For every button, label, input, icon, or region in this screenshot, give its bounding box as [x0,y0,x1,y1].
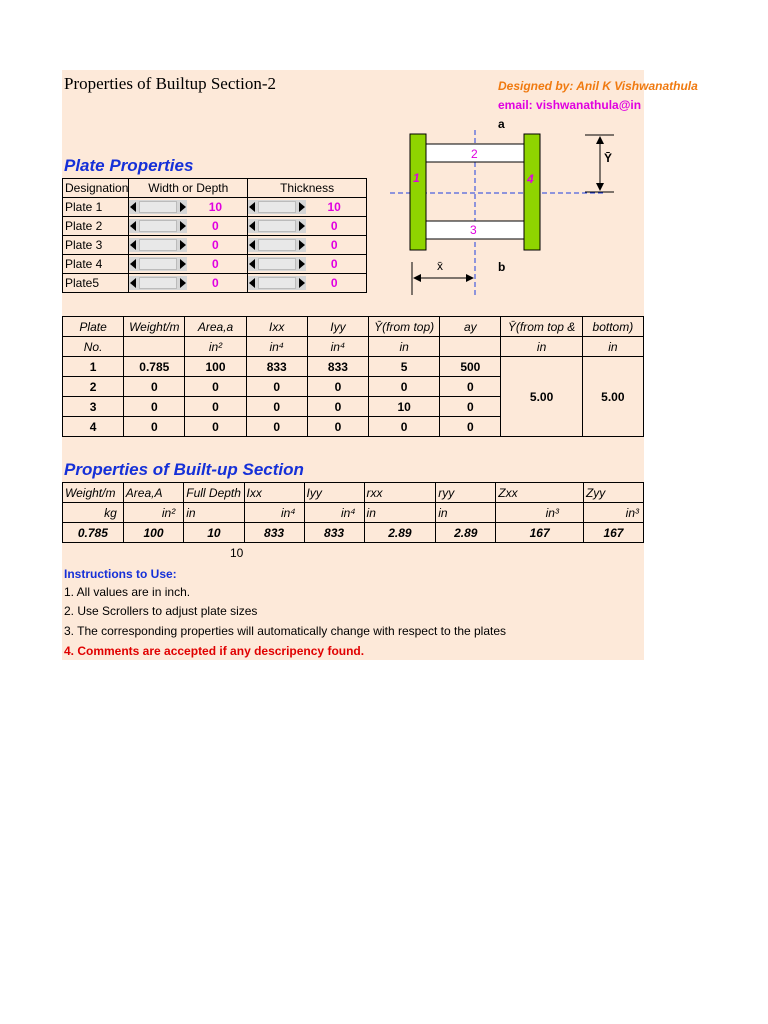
scroll-left-icon[interactable] [249,259,255,269]
col-thickness: Thickness [248,179,367,198]
instruction-item: 3. The corresponding properties will automatically change with respect to the plates [64,624,507,638]
plate-label-1: 1 [413,171,420,185]
table-row: 2 0 0 0 0 0 0 [63,377,644,397]
designer-email: email: vishwanathula@in [498,98,642,112]
depth-note-value: 10 [230,546,244,560]
designer-credit: Designed by: Anil K Vishwanathula [498,79,698,93]
plate-row: Plate 1 10 10 [63,198,367,217]
instructions-title: Instructions to Use: [64,567,177,581]
builtup-values-row: 0.785 100 10 833 833 2.89 2.89 167 167 [63,523,644,543]
builtup-table: Weight/m Area,A Full Depth Ixx Iyy rxx ryy Zxx Zyy kg in² in in⁴ in⁴ in in in³ in³ 0.785 100 10 833 833 2.89 2.89 167 167 [62,482,644,543]
scroll-left-icon[interactable] [130,278,136,288]
table-row: 4 0 0 0 0 0 0 [63,417,644,437]
scroll-left-icon[interactable] [249,240,255,250]
width-scroller[interactable] [129,257,187,271]
scroll-left-icon[interactable] [249,202,255,212]
scroll-right-icon[interactable] [299,259,305,269]
scroll-right-icon[interactable] [180,202,186,212]
plate-label-3: 3 [470,223,477,237]
width-scroller[interactable] [129,219,187,233]
scroll-left-icon[interactable] [249,221,255,231]
scroll-left-icon[interactable] [249,278,255,288]
label-ybar: Ȳ [604,151,613,165]
plate-row: Plate 3 0 0 [63,236,367,255]
scroll-right-icon[interactable] [180,259,186,269]
scroll-right-icon[interactable] [299,278,305,288]
scroll-right-icon[interactable] [299,202,305,212]
plate-properties-table [62,178,367,293]
plate-row: Plate 4 0 0 [63,255,367,274]
table-row: 1 0.785 100 833 833 5 500 5.00 5.00 [63,357,644,377]
section-diagram [380,110,630,300]
width-scroller[interactable] [129,200,187,214]
plate-properties-heading: Plate Properties [64,156,194,175]
table-row: 3 0 0 0 0 10 0 [63,397,644,417]
plate-label-2: 2 [471,147,478,161]
thickness-scroller[interactable] [248,238,306,252]
ybar-top-value: 5.00 [501,357,582,437]
scroll-right-icon[interactable] [180,278,186,288]
instruction-item: 2. Use Scrollers to adjust plate sizes [64,604,258,618]
thickness-scroller[interactable] [248,200,306,214]
page-title: Properties of Builtup Section-2 [64,74,277,93]
ybar-bottom-value: 5.00 [582,357,643,437]
builtup-heading: Properties of Built-up Section [64,460,304,479]
width-scroller[interactable] [129,238,187,252]
col-width: Width or Depth [129,179,248,198]
thickness-scroller[interactable] [248,276,306,290]
thickness-scroller[interactable] [248,219,306,233]
plate-row: Plate5 0 0 [63,274,367,293]
scroll-left-icon[interactable] [130,240,136,250]
width-scroller[interactable] [129,276,187,290]
label-xbar: x̄ [437,259,443,273]
scroll-left-icon[interactable] [130,221,136,231]
label-b: b [498,260,506,274]
instruction-item: 4. Comments are accepted if any descripency found. [64,644,365,658]
scroll-right-icon[interactable] [180,221,186,231]
label-a: a [498,117,505,131]
scroll-left-icon[interactable] [130,202,136,212]
scroll-right-icon[interactable] [299,221,305,231]
plate-label-4: 4 [527,172,534,186]
thickness-scroller[interactable] [248,257,306,271]
plate-row: Plate 2 0 0 [63,217,367,236]
plate-section-table: Plate Weight/m Area,a Ixx Iyy Ȳ(from top) ay Ȳ(from top & bottom) No. in² in⁴ in⁴ in in in 1 0.785 100 833 833 5 500 5.00 5.00 2 0 0 0 0 0 0 3 0 0 0 0 10 0 4 0 0 0 0 0 0 [62,316,644,437]
col-designation: Designation [63,179,129,198]
instruction-item: 1. All values are in inch. [64,585,191,599]
plate-1 [410,134,426,250]
scroll-right-icon[interactable] [299,240,305,250]
plate-4 [524,134,540,250]
scroll-right-icon[interactable] [180,240,186,250]
scroll-left-icon[interactable] [130,259,136,269]
